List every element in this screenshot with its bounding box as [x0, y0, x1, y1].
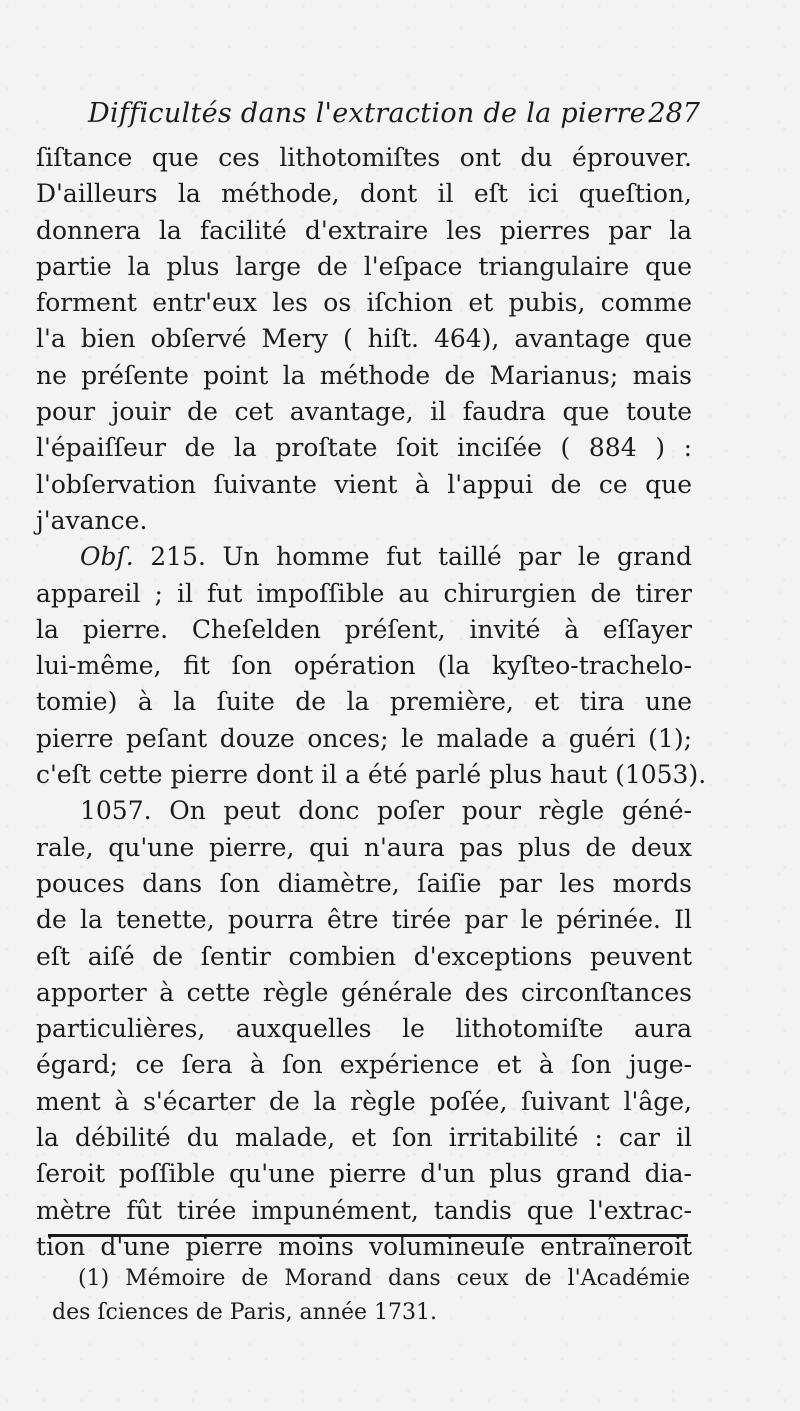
- text-line: j'avance.: [36, 505, 148, 535]
- text-line: de la tenette, pourra être tirée par le périnée. Il: [36, 905, 692, 935]
- text-line: l'obſervation ſuivante vient à l'appui de ce que: [36, 469, 692, 499]
- text-line: pierre peſant douze onces; le malade a guéri (1);: [36, 723, 692, 753]
- text-line: appareil ; il fut impoſſible au chirurgien de tirer: [36, 578, 692, 608]
- text-line: apporter à cette règle générale des circonſtances: [36, 977, 692, 1007]
- text-line: particulières, auxquelles le lithotomiſte aura: [36, 1014, 692, 1044]
- text-line: ſeroit poſſible qu'une pierre d'un plus grand dia-: [36, 1159, 692, 1189]
- footnote-line: (1) Mémoire de Morand dans ceux de l'Académie: [78, 1266, 690, 1291]
- text-line: partie la plus large de l'eſpace triangulaire que: [36, 251, 692, 281]
- text-line: la pierre. Cheſelden préſent, invité à eſſayer: [36, 614, 692, 644]
- text-line: l'a bien obſervé Mery ( hiſt. 464), avantage que: [36, 324, 692, 354]
- text-line: D'ailleurs la méthode, dont il eſt ici queſtion,: [36, 179, 692, 209]
- footnote-rule: [48, 1234, 688, 1237]
- observation-start-line: Obſ. 215. Un homme fut taillé par le grand: [80, 542, 692, 572]
- text-line: eſt aiſé de ſentir combien d'exceptions peuvent: [36, 941, 692, 971]
- paragraph-start-line: 1057. On peut donc poſer pour règle géné-: [80, 796, 692, 826]
- text-line: rale, qu'une pierre, qui n'aura pas plus de deux: [36, 832, 692, 862]
- text-line: tomie) à la ſuite de la première, et tira une: [36, 687, 692, 717]
- footnote-line: des ſciences de Paris, année 1731.: [52, 1300, 438, 1325]
- footnote: [52, 1262, 690, 1330]
- text-line: tion d'une pierre moins volumineuſe entraîneroit: [36, 1231, 692, 1261]
- text-line: donnera la facilité d'extraire les pierres par la: [36, 215, 692, 245]
- observation-label: Obſ.: [80, 542, 134, 572]
- text-line: c'eſt cette pierre dont il a été parlé plus haut (1053).: [36, 760, 707, 790]
- text-line: lui-même, fit ſon opération (la kyſteo-trachelo-: [36, 651, 692, 681]
- text-line: mètre fût tirée impunément, tandis que l'extrac-: [36, 1195, 692, 1225]
- text-line: ſiſtance que ces lithotomiſtes ont du éprouver.: [36, 143, 692, 172]
- text-line: forment entr'eux les os iſchion et pubis, comme: [36, 288, 692, 318]
- body-text: [36, 140, 707, 1265]
- running-head: [88, 98, 700, 140]
- text-line: ment à s'écarter de la règle poſée, ſuivant l'âge,: [36, 1086, 692, 1116]
- text-line: ne préſente point la méthode de Marianus; mais: [36, 360, 692, 390]
- text-line: l'épaiſſeur de la proſtate ſoit inciſée ( 884 ) :: [36, 433, 692, 463]
- text-line: égard; ce ſera à ſon expérience et à ſon juge-: [36, 1050, 692, 1080]
- text-line: pouces dans ſon diamètre, ſaiſie par les mords: [36, 868, 692, 898]
- page-number: 287: [648, 98, 700, 129]
- text-line: la débilité du malade, et ſon irritabilité : car il: [36, 1123, 692, 1153]
- text-line: pour jouir de cet avantage, il faudra que toute: [36, 397, 692, 427]
- running-title: Difficultés dans l'extraction de la pierre.: [88, 98, 655, 129]
